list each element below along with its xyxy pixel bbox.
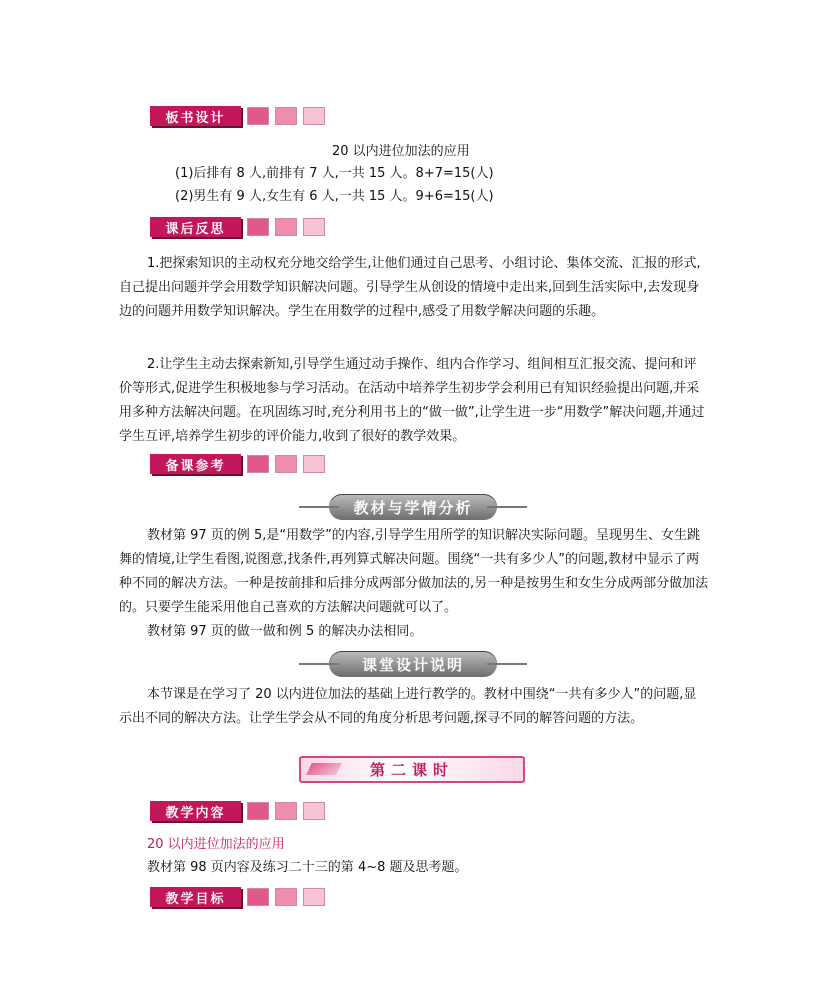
decor-square [247,802,269,820]
section-reference [150,454,325,474]
analysis-banner: 教材与学情分析 [329,494,497,520]
section-reflection [150,217,325,237]
section-teaching-goals [150,887,325,907]
content-line: 教材第 98 页内容及练习二十三的第 4~8 题及思考题。 [147,860,468,875]
decor-stripe [306,763,342,775]
design-banner: 课堂设计说明 [329,651,497,677]
decor-square [247,888,269,906]
lesson-two-title: 第二课时 [369,761,454,779]
board-title: 20 以内进位加法的应用 [332,144,470,159]
decor-square [247,455,269,473]
decor-square [275,888,297,906]
section-label: 课后反思 [150,217,241,237]
section-label: 教学目标 [150,887,241,907]
analysis-paragraph-2: 教材第 97 页的做一做和例 5 的解决办法相同。 [147,624,423,639]
decor-square [303,888,325,906]
reflection-paragraph-2: 2.让学生主动去探索新知,引导学生通过动手操作、组内合作学习、组间相互汇报交流、提问和评价等形式,促进学生积极地参与学习活动。在活动中培养学生初步学会利用已有知识经验提出问题,并采用多种方法解决问题。在巩固练习时,充分利用书上的“做一做”,让学生进一步“用数学”解决问题,并通过学生互评,培养学生初步的评价能力,收到了很好的教学效果。 [119,357,705,444]
content-title: 20 以内进位加法的应用 [147,837,285,852]
board-line-2: (2)男生有 9 人,女生有 6 人,一共 15 人。9+6=15(人) [175,189,494,204]
section-label: 板书设计 [150,106,241,126]
decor-square [275,107,297,125]
section-board-design [150,106,325,126]
decor-square [247,218,269,236]
lesson-two-title-box [299,756,525,783]
decor-square [303,107,325,125]
decor-square [275,802,297,820]
section-label: 教学内容 [150,801,241,821]
decor-square [303,802,325,820]
section-teaching-content [150,801,325,821]
decor-square [275,218,297,236]
decor-square [247,107,269,125]
board-line-1: (1)后排有 8 人,前排有 7 人,一共 15 人。8+7=15(人) [175,166,494,181]
decor-square [303,218,325,236]
reflection-paragraph-1: 1.把探索知识的主动权充分地交给学生,让他们通过自己思考、小组讨论、集体交流、汇报的形式,自己提出问题并学会用数学知识解决问题。引导学生从创设的情境中走出来,回到生活实际中,去发现身边的问题并用数学知识解决。学生在用数学的过程中,感受了用数学解决问题的乐趣。 [119,256,701,319]
analysis-paragraph-1: 教材第 97 页的例 5,是“用数学”的内容,引导学生用所学的知识解决实际问题。呈现男生、女生跳舞的情境,让学生看图,说图意,找条件,再列算式解决问题。围绕“一共有多少人”的问题,教材中显示了两种不同的解决方法。一种是按前排和后排分成两部分做加法的,另一种是按男生和女生分成两部分做加法的。只要学生能采用他自己喜欢的方法解决问题就可以了。 [119,528,709,615]
decor-square [303,455,325,473]
design-paragraph-1: 本节课是在学习了 20 以内进位加法的基础上进行教学的。教材中围绕“一共有多少人”的问题,显示出不同的解决方法。让学生学会从不同的角度分析思考问题,探寻不同的解答问题的方法。 [119,687,697,726]
section-label: 备课参考 [150,454,241,474]
decor-square [275,455,297,473]
